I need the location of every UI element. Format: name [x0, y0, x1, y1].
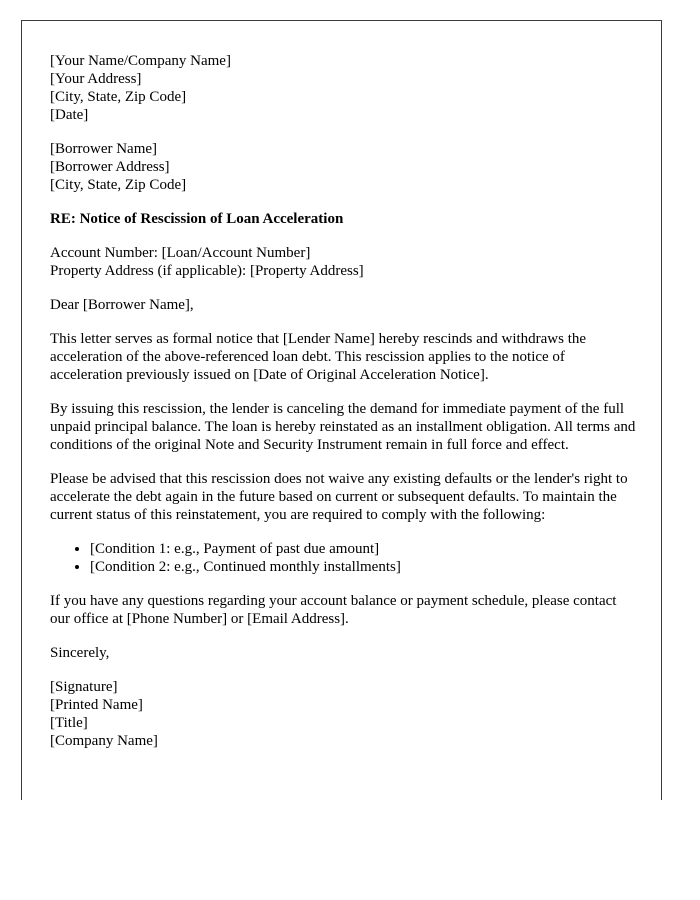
condition-item: • [Condition 2: e.g., Continued monthly installments]: [90, 558, 638, 576]
sender-block: [50, 52, 638, 124]
property-address-line: Property Address (if applicable): [Property Address]: [50, 263, 364, 279]
signature-line: [Signature]: [50, 679, 118, 695]
signature-block: [50, 678, 638, 750]
subject-line: RE: Notice of Rescission of Loan Acceleration: [50, 211, 344, 227]
signature-line: [Title]: [50, 715, 88, 731]
reference-block: [50, 244, 638, 280]
conditions-list: [50, 540, 638, 576]
valediction: Sincerely,: [50, 645, 110, 661]
body-paragraph-no-waiver: Please be advised that this rescission does not waive any existing defaults or the lender's right to accelerate the debt again in the future based on current or subsequent defaults. To maintain the current status of this reinstatement, you are required to comply with the following:: [50, 471, 628, 523]
sender-line: [Date]: [50, 107, 89, 123]
body-paragraph-reinstatement: By issuing this rescission, the lender is canceling the demand for immediate payment of the full unpaid principal balance. The loan is hereby reinstated as an installment obligation. All terms and conditions of the original Note and Security Instrument remain in full force and effect.: [50, 401, 636, 453]
recipient-line: [Borrower Name]: [50, 141, 158, 157]
signature-line: [Company Name]: [50, 733, 158, 749]
sender-line: [City, State, Zip Code]: [50, 89, 187, 105]
sender-line: [Your Name/Company Name]: [50, 53, 231, 69]
condition-item: • [Condition 1: e.g., Payment of past due amount]: [90, 540, 638, 558]
recipient-line: [Borrower Address]: [50, 159, 170, 175]
salutation: Dear [Borrower Name],: [50, 297, 194, 313]
signature-line: [Printed Name]: [50, 697, 143, 713]
sender-line: [Your Address]: [50, 71, 142, 87]
account-number-line: Account Number: [Loan/Account Number]: [50, 245, 311, 261]
body-paragraph-rescission-notice: This letter serves as formal notice that [Lender Name] hereby rescinds and withdraws the acceleration of the above-referenced loan debt. This rescission applies to the notice of acceleration previously issued on [Date of Original Acceleration Notice].: [50, 331, 587, 383]
recipient-line: [City, State, Zip Code]: [50, 177, 187, 193]
recipient-block: [50, 140, 638, 194]
letter-page: [21, 20, 662, 800]
body-paragraph-contact: If you have any questions regarding your account balance or payment schedule, please contact our office at [Phone Number] or [Email Address].: [50, 593, 617, 627]
